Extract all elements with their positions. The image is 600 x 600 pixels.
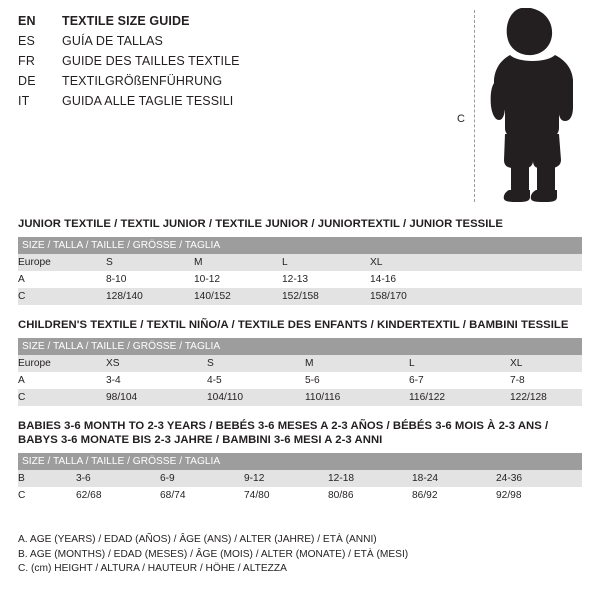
- cell: 24-36: [496, 470, 582, 487]
- cell: 140/152: [194, 288, 282, 305]
- cell: XS: [106, 355, 207, 372]
- table-header-row: [18, 453, 582, 470]
- cell: 14-16: [370, 271, 458, 288]
- language-code: IT: [18, 94, 30, 108]
- cell: 80/86: [328, 487, 412, 504]
- table-row: [18, 271, 582, 288]
- cell: L: [409, 355, 510, 372]
- table-row: [18, 372, 582, 389]
- cell: 152/158: [282, 288, 370, 305]
- table-babies: [18, 453, 582, 504]
- legend-block: [18, 533, 408, 577]
- language-code: ES: [18, 34, 36, 48]
- language-title: TEXTILE SIZE GUIDE: [62, 14, 190, 28]
- cell: 5-6: [305, 372, 409, 389]
- table-header-row: [18, 237, 582, 254]
- row-label: Europe: [18, 254, 106, 271]
- cell: M: [305, 355, 409, 372]
- cell: 18-24: [412, 470, 496, 487]
- cell-empty: [458, 288, 582, 305]
- cell: 6-7: [409, 372, 510, 389]
- height-measure-line: [474, 10, 475, 202]
- cell: 6-9: [160, 470, 244, 487]
- language-code: EN: [18, 14, 36, 28]
- cell: 116/122: [409, 389, 510, 406]
- row-label: A: [18, 372, 106, 389]
- cell: 4-5: [207, 372, 305, 389]
- language-title: GUIDA ALLE TAGLIE TESSILI: [62, 94, 234, 108]
- table-header-label: SIZE / TALLA / TAILLE / GRÖSSE / TAGLIA: [18, 453, 582, 470]
- cell: 68/74: [160, 487, 244, 504]
- cell: 128/140: [106, 288, 194, 305]
- table-row: [18, 487, 582, 504]
- table-row: [18, 470, 582, 487]
- table-header-label: SIZE / TALLA / TAILLE / GRÖSSE / TAGLIA: [18, 338, 582, 355]
- table-row: [18, 254, 582, 271]
- cell: 10-12: [194, 271, 282, 288]
- table-header-row: [18, 338, 582, 355]
- row-label: A: [18, 271, 106, 288]
- row-label: C: [18, 487, 76, 504]
- table-children: [18, 338, 582, 406]
- cell: L: [282, 254, 370, 271]
- cell: 8-10: [106, 271, 194, 288]
- legend-line-c: C. (cm) HEIGHT / ALTURA / HAUTEUR / HÖHE / ALTEZZA: [18, 563, 287, 574]
- cell: 3-4: [106, 372, 207, 389]
- cell: 98/104: [106, 389, 207, 406]
- language-title: GUÍA DE TALLAS: [62, 34, 163, 48]
- cell: XL: [510, 355, 582, 372]
- table-row: [18, 389, 582, 406]
- cell: M: [194, 254, 282, 271]
- section-title-children: CHILDREN'S TEXTILE / TEXTIL NIÑO/A / TEXTILE DES ENFANTS / KINDERTEXTIL / BAMBINI TESSILE: [18, 319, 569, 331]
- cell: 3-6: [76, 470, 160, 487]
- language-code: DE: [18, 74, 36, 88]
- cell-empty: [458, 254, 582, 271]
- cell: 12-13: [282, 271, 370, 288]
- measure-label-c: C: [457, 113, 465, 125]
- table-junior: [18, 237, 582, 305]
- cell: S: [106, 254, 194, 271]
- row-label: Europe: [18, 355, 106, 372]
- cell: 104/110: [207, 389, 305, 406]
- table-row: [18, 288, 582, 305]
- language-row-en: [18, 14, 358, 34]
- child-silhouette-icon: [485, 8, 585, 203]
- cell-empty: [458, 271, 582, 288]
- language-row-de: [18, 74, 358, 94]
- cell: 92/98: [496, 487, 582, 504]
- legend-line-b: B. AGE (MONTHS) / EDAD (MESES) / ÂGE (MOIS) / ALTER (MONATE) / ETÀ (MESI): [18, 548, 409, 560]
- cell: 74/80: [244, 487, 328, 504]
- cell: 110/116: [305, 389, 409, 406]
- language-row-it: [18, 94, 358, 114]
- language-title-block: [18, 14, 358, 114]
- cell: 7-8: [510, 372, 582, 389]
- row-label: B: [18, 470, 76, 487]
- table-row: [18, 355, 582, 372]
- cell: 158/170: [370, 288, 458, 305]
- language-title: TEXTILGRÖßENFÜHRUNG: [62, 74, 223, 88]
- legend-line-a: A. AGE (YEARS) / EDAD (AÑOS) / ÂGE (ANS) / ALTER (JAHRE) / ETÀ (ANNI): [18, 534, 377, 545]
- cell: XL: [370, 254, 458, 271]
- section-title-babies-line2: BABYS 3-6 MONATE BIS 2-3 JAHRE / BAMBINI 3-6 MESI A 2-3 ANNI: [18, 434, 383, 446]
- language-row-fr: [18, 54, 358, 74]
- cell: 12-18: [328, 470, 412, 487]
- cell: 86/92: [412, 487, 496, 504]
- cell: 122/128: [510, 389, 582, 406]
- language-title: GUIDE DES TAILLES TEXTILE: [62, 54, 240, 68]
- cell: S: [207, 355, 305, 372]
- cell: 9-12: [244, 470, 328, 487]
- measurement-figure: [455, 8, 585, 203]
- row-label: C: [18, 288, 106, 305]
- table-header-label: SIZE / TALLA / TAILLE / GRÖSSE / TAGLIA: [18, 237, 582, 254]
- section-title-junior: JUNIOR TEXTILE / TEXTIL JUNIOR / TEXTILE JUNIOR / JUNIORTEXTIL / JUNIOR TESSILE: [18, 218, 503, 230]
- cell: 62/68: [76, 487, 160, 504]
- section-title-babies: BABIES 3-6 MONTH TO 2-3 YEARS / BEBÉS 3-6 MESES A 2-3 AÑOS / BÉBÉS 3-6 MOIS À 2-3 ANS /: [18, 420, 549, 432]
- language-code: FR: [18, 54, 36, 68]
- language-row-es: [18, 34, 358, 54]
- row-label: C: [18, 389, 106, 406]
